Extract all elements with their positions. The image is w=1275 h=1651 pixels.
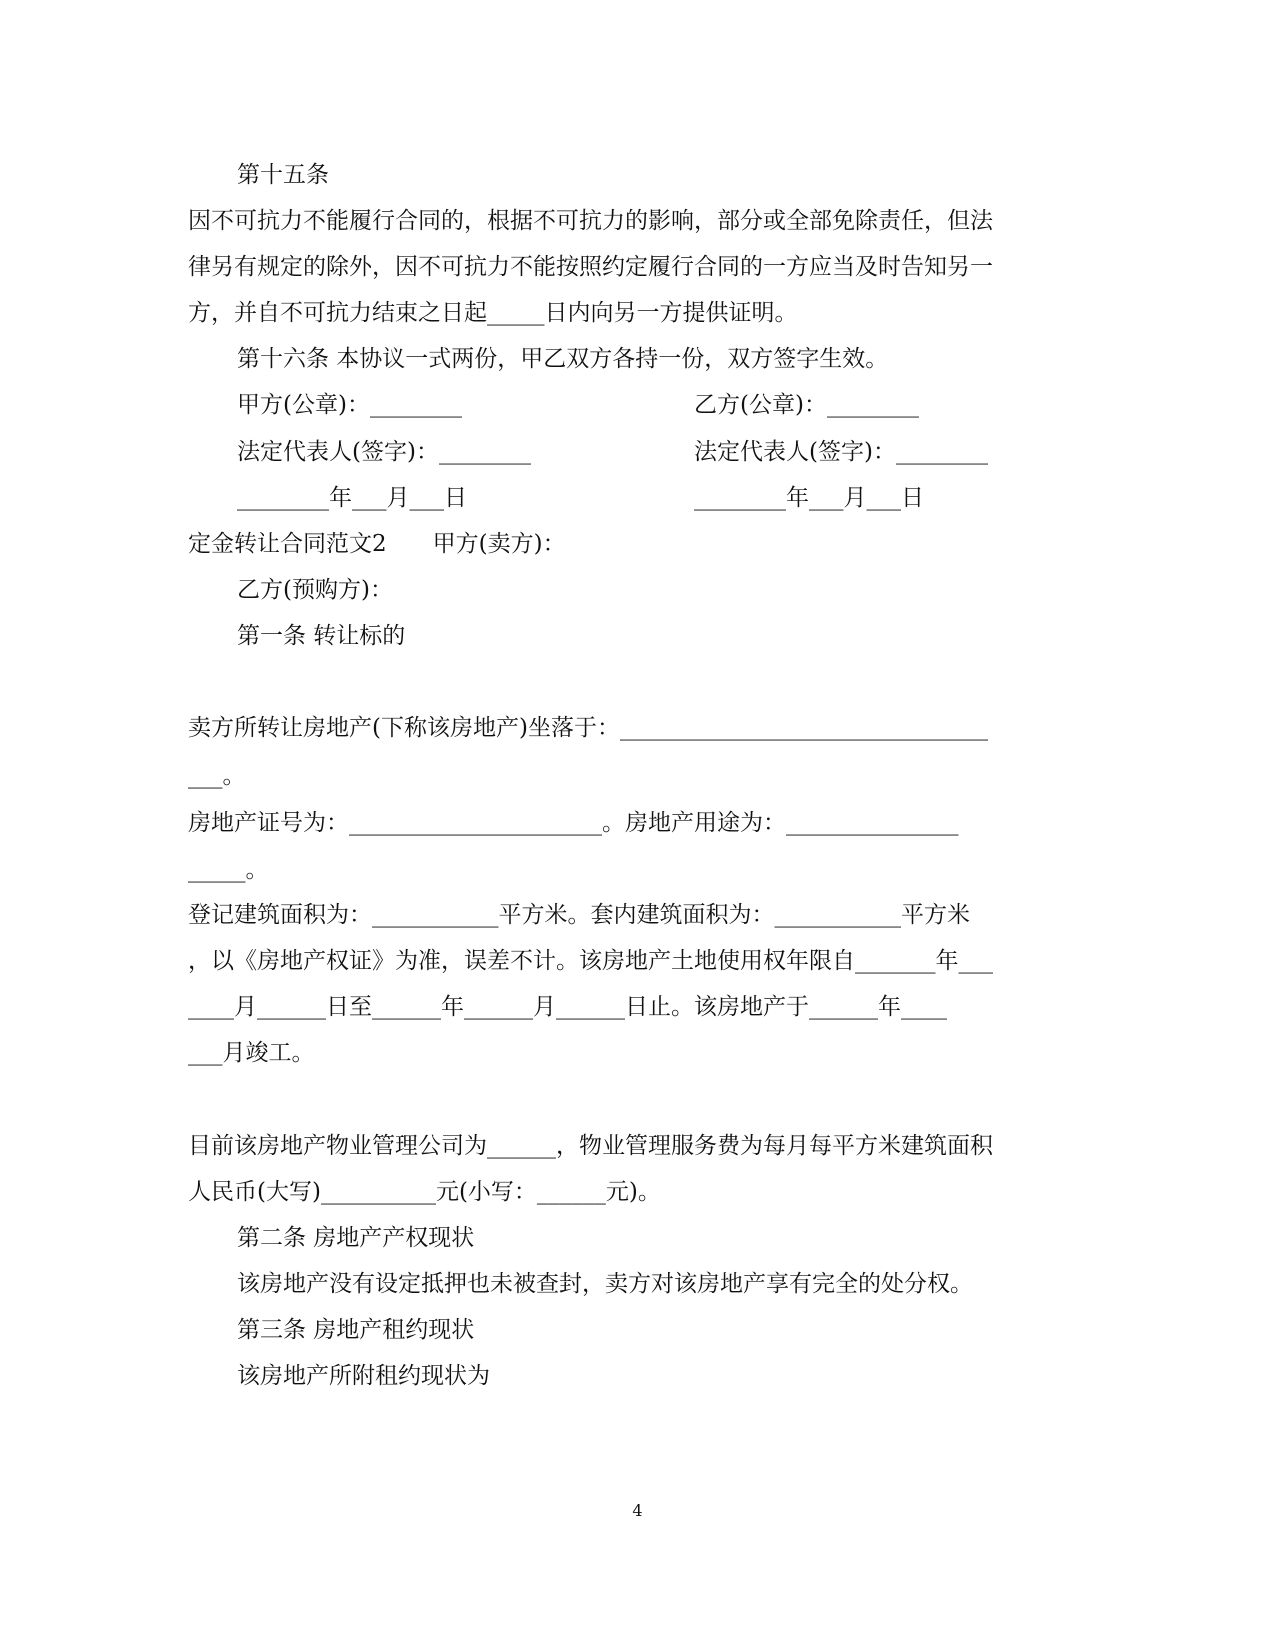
article-2-heading: 第二条 房地产产权现状 [237, 1225, 475, 1251]
area-line-2: ，以《房地产权证》为准，误差不计。该房地产土地使用权年限自_______年___ [188, 948, 993, 974]
article-3-heading: 第三条 房地产租约现状 [237, 1317, 475, 1343]
management-line-1: 目前该房地产物业管理公司为______，物业管理服务费为每月每平方米建筑面积 [188, 1133, 993, 1159]
article-2-text: 该房地产没有设定抵押也未被查封，卖方对该房地产享有完全的处分权。 [237, 1271, 973, 1297]
party-a-representative: 法定代表人(签字)：________ [237, 439, 531, 465]
party-b-buyer: 乙方(预购方)： [237, 577, 393, 603]
article-15-text-line-2: 律另有规定的除外，因不可抗力不能按照约定履行合同的一方应当及时告知另一 [188, 254, 993, 280]
property-location-line-2: ___。 [188, 763, 246, 789]
article-1-heading: 第一条 转让标的 [237, 623, 406, 649]
party-b-representative: 法定代表人(签字)：________ [694, 439, 988, 465]
area-line-3: ____月______日至______年______月______日止。该房地产于______年____ [188, 994, 947, 1020]
property-location-line-1: 卖方所转让房地产(下称该房地产)坐落于：________________________________ [188, 715, 988, 741]
article-15-text-line-1: 因不可抗力不能履行合同的，根据不可抗力的影响，部分或全部免除责任，但法 [188, 208, 993, 234]
party-a-seal: 甲方(公章)：________ [237, 392, 462, 418]
property-cert-line-1: 房地产证号为：______________________。房地产用途为：_______________ [188, 810, 959, 836]
party-b-seal: 乙方(公章)：________ [694, 392, 919, 418]
article-15-text-line-3: 方，并自不可抗力结束之日起_____日内向另一方提供证明。 [188, 300, 798, 326]
article-3-text: 该房地产所附租约现状为 [237, 1363, 490, 1389]
area-line-4: ___月竣工。 [188, 1040, 315, 1066]
property-cert-line-2: _____。 [188, 857, 269, 883]
party-a-date: ________年___月___日 [237, 485, 467, 511]
party-b-date: ________年___月___日 [694, 485, 924, 511]
article-16-text: 第十六条 本协议一式两份，甲乙双方各持一份，双方签字生效。 [237, 346, 889, 372]
article-15-heading: 第十五条 [237, 162, 329, 188]
page-number: 4 [632, 1501, 643, 1520]
management-line-2: 人民币(大写)__________元(小写：______元)。 [188, 1179, 661, 1205]
area-line-1: 登记建筑面积为：___________平方米。套内建筑面积为：___________平方米 [188, 902, 970, 928]
contract-2-title: 定金转让合同范文2 甲方(卖方)： [188, 531, 566, 557]
